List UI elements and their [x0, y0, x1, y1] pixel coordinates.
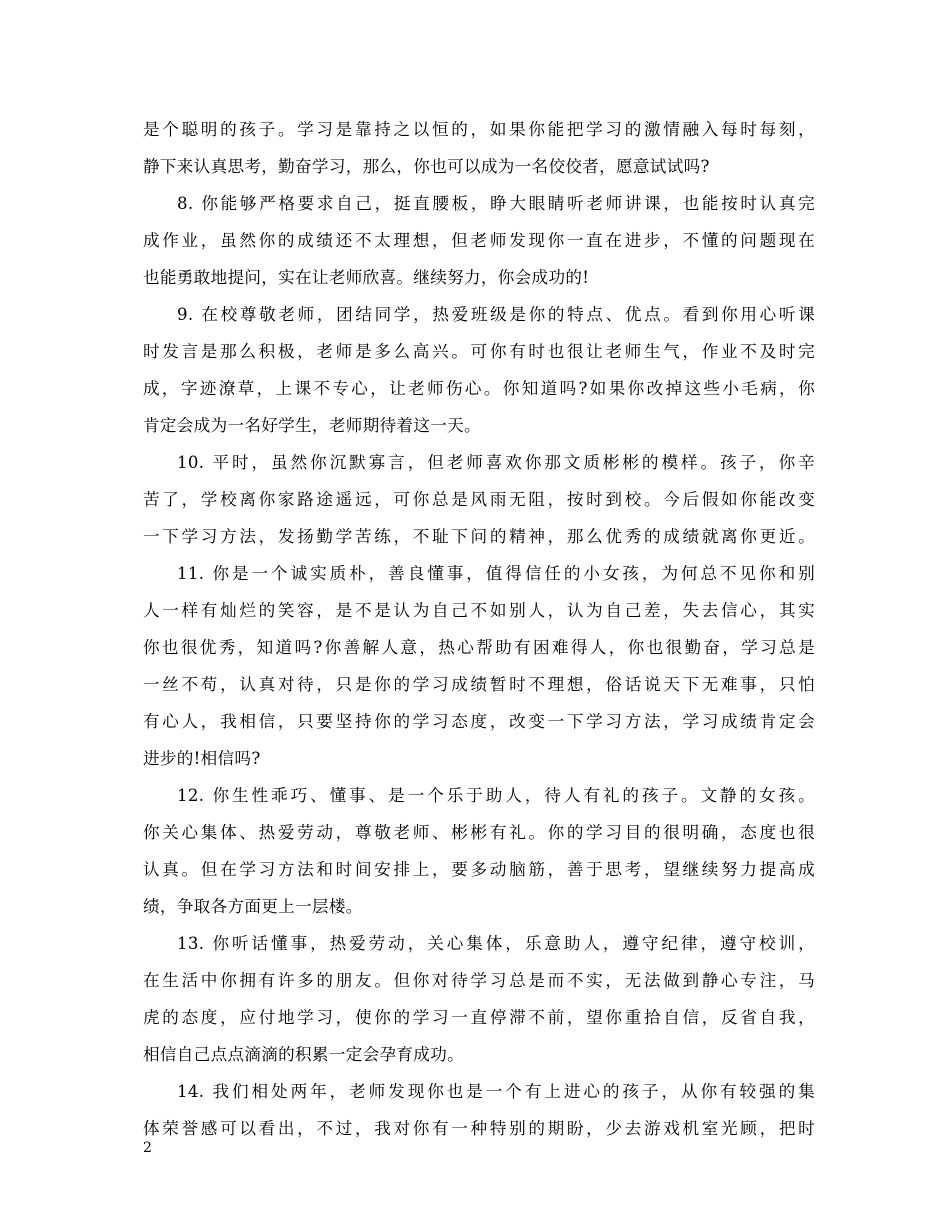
text-line: 8. 你能够严格要求自己，挺直腰板，睁大眼睛听老师讲课，也能按时认真完: [177, 194, 815, 213]
text-line: 成作业，虽然你的成绩还不太理想，但老师发现你一直在进步，不懂的问题现在: [143, 231, 815, 250]
text-line: 9. 在校尊敬老师，团结同学，热爱班级是你的特点、优点。看到你用心听课: [177, 305, 815, 324]
text-line: 静下来认真思考，勤奋学习，那么，你也可以成为一名佼佼者，愿意试试吗?: [143, 157, 710, 176]
text-line: 14. 我们相处两年，老师发现你也是一个有上进心的孩子，从你有较强的集: [177, 1082, 815, 1101]
text-line: 时发言是那么积极，老师是多么高兴。可你有时也很让老师生气，作业不及时完: [143, 342, 815, 361]
text-line: 13. 你听话懂事，热爱劳动，关心集体，乐意助人，遵守纪律，遵守校训，: [177, 934, 815, 953]
text-line: 苦了，学校离你家路途遥远，可你总是风雨无阻，按时到校。今后假如你能改变: [143, 490, 815, 509]
page-number: 2: [143, 1140, 152, 1156]
text-line: 是个聪明的孩子。学习是靠持之以恒的，如果你能把学习的激情融入每时每刻，: [143, 120, 815, 139]
text-line: 一下学习方法，发扬勤学苦练，不耻下问的精神，那么优秀的成绩就离你更近。: [143, 527, 815, 546]
text-line: 肯定会成为一名好学生，老师期待着这一天。: [143, 416, 481, 435]
text-line: 体荣誉感可以看出，不过，我对你有一种特别的期盼，少去游戏机室光顾，把时: [143, 1119, 815, 1138]
text-line: 认真。但在学习方法和时间安排上，要多动脑筋，善于思考，望继续努力提高成: [143, 860, 815, 879]
text-line: 11. 你是一个诚实质朴，善良懂事，值得信任的小女孩，为何总不见你和别: [177, 564, 815, 583]
text-line: 有心人，我相信，只要坚持你的学习态度，改变一下学习方法，学习成绩肯定会: [143, 712, 815, 731]
text-line: 也能勇敢地提问，实在让老师欣喜。继续努力，你会成功的!: [143, 268, 590, 287]
text-line: 虎的态度，应付地学习，使你的学习一直停滞不前，望你重拾自信，反省自我，: [143, 1008, 815, 1027]
text-line: 进步的!相信吗?: [143, 749, 261, 768]
text-line: 成，字迹潦草，上课不专心，让老师伤心。你知道吗?如果你改掉这些小毛病，你: [143, 379, 815, 398]
text-line: 10. 平时，虽然你沉默寡言，但老师喜欢你那文质彬彬的模样。孩子，你辛: [177, 453, 815, 472]
text-line: 12. 你生性乖巧、懂事、是一个乐于助人，待人有礼的孩子。文静的女孩。: [177, 786, 815, 805]
text-line: 相信自己点点滴滴的积累一定会孕育成功。: [143, 1045, 464, 1064]
text-line: 一丝不苟，认真对待，只是你的学习成绩暂时不理想，俗话说天下无难事，只怕: [143, 675, 815, 694]
text-line: 在生活中你拥有许多的朋友。但你对待学习总是而不实，无法做到静心专注，马: [143, 971, 815, 990]
text-line: 你关心集体、热爱劳动，尊敬老师、彬彬有礼。你的学习目的很明确，态度也很: [143, 823, 815, 842]
text-line: 人一样有灿烂的笑容，是不是认为自己不如别人，认为自己差，失去信心，其实: [143, 601, 815, 620]
text-line: 你也很优秀，知道吗?你善解人意，热心帮助有困难得人，你也很勤奋，学习总是: [143, 638, 815, 657]
text-line: 绩，争取各方面更上一层楼。: [143, 897, 363, 916]
